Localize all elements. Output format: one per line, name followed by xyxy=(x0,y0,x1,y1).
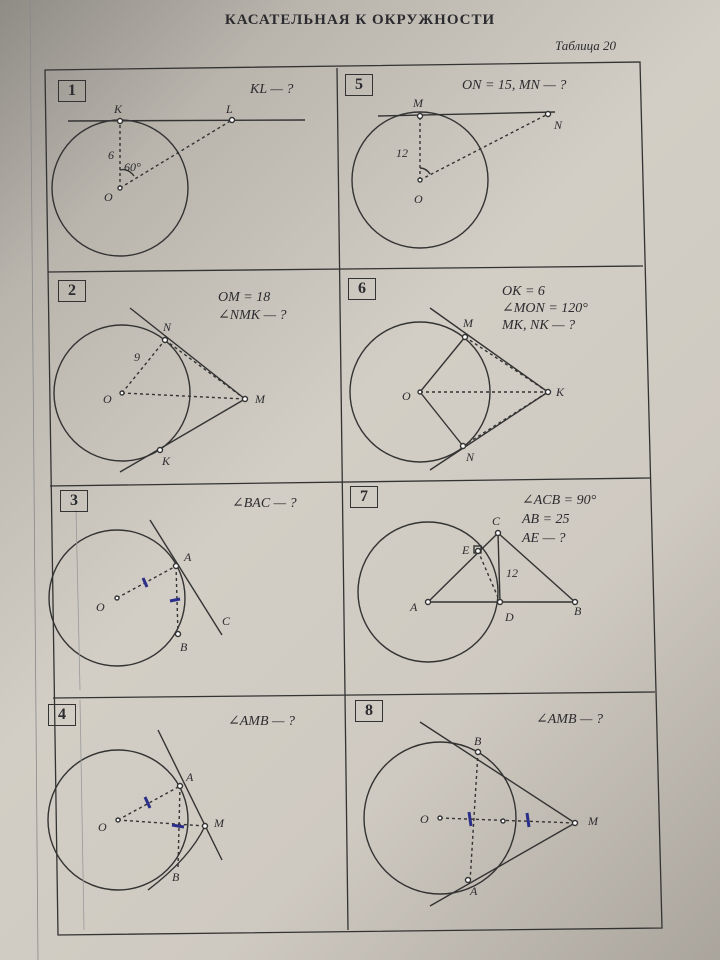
point-label: M xyxy=(413,96,423,110)
problem-6-question-line3: MK, NK — ? xyxy=(502,318,576,333)
point-label: A xyxy=(186,770,194,784)
point-label: O xyxy=(98,820,107,834)
problem-4-drawing xyxy=(48,700,222,930)
point-label: C xyxy=(222,614,231,628)
problem-5-question: ON = 15, MN — ? xyxy=(462,78,567,93)
length-label: 12 xyxy=(506,566,518,580)
problem-3-drawing xyxy=(49,510,222,690)
point-label: K xyxy=(556,385,565,399)
point-label: M xyxy=(463,316,473,330)
point-label: B xyxy=(172,870,180,884)
point-label: D xyxy=(505,610,514,624)
point-label: A xyxy=(470,884,478,898)
point-label: O xyxy=(420,812,429,826)
problem-1-number: 1 xyxy=(58,80,86,102)
problem-8-drawing xyxy=(364,722,578,906)
problem-6-number: 6 xyxy=(348,278,376,300)
length-label: 6 xyxy=(108,148,114,162)
point-label: E xyxy=(462,543,470,557)
point-label: O xyxy=(414,192,423,206)
problem-7-question-line3: AE — ? xyxy=(522,531,566,546)
point-label: A xyxy=(410,600,418,614)
point-label: O xyxy=(103,392,112,406)
point-label: O xyxy=(96,600,105,614)
problem-2-drawing xyxy=(54,308,248,472)
point-label: O xyxy=(104,190,113,204)
problem-3-question: ∠BAC — ? xyxy=(232,496,297,511)
problem-1-drawing xyxy=(52,118,305,257)
grid-row-line xyxy=(48,266,643,272)
point-label: N xyxy=(554,118,563,132)
angle-label: 60° xyxy=(124,160,141,174)
point-label: L xyxy=(226,102,233,116)
problem-5-drawing xyxy=(352,112,555,249)
problem-8-number: 8 xyxy=(355,700,383,722)
point-label: N xyxy=(163,320,172,334)
point-label: B xyxy=(474,734,482,748)
point-label: B xyxy=(180,640,188,654)
problem-7-question-line1: ∠ACB = 90° xyxy=(522,493,597,508)
point-label: B xyxy=(574,604,582,618)
point-label: M xyxy=(214,816,224,830)
problem-2-question-line1: OM = 18 xyxy=(218,290,271,305)
problem-6-question-line1: OK = 6 xyxy=(502,284,545,299)
point-label: A xyxy=(184,550,192,564)
table-number: Таблица 20 xyxy=(555,38,617,53)
grid-row-line xyxy=(50,478,650,486)
point-label: M xyxy=(588,814,598,828)
point-label: K xyxy=(114,102,123,116)
page-title: КАСАТЕЛЬНАЯ К ОКРУЖНОСТИ xyxy=(224,12,496,28)
grid-row-line xyxy=(53,692,655,698)
problem-8-question: ∠AMB — ? xyxy=(536,712,603,727)
problem-7-question-line2: AB = 25 xyxy=(522,512,570,527)
problem-2-number: 2 xyxy=(58,280,86,302)
problem-4-question: ∠AMB — ? xyxy=(228,714,295,729)
point-label: M xyxy=(255,392,265,406)
problem-4-number: 4 xyxy=(48,704,76,726)
grid-vertical-divider xyxy=(337,68,348,930)
point-label: C xyxy=(492,514,501,528)
point-label: O xyxy=(402,389,411,403)
problem-2-question-line2: ∠NMK — ? xyxy=(218,308,287,323)
problem-6-question-line2: ∠MON = 120° xyxy=(502,301,588,316)
point-label: K xyxy=(162,454,171,468)
length-label: 9 xyxy=(134,350,140,364)
problem-5-number: 5 xyxy=(345,74,373,96)
problem-7-number: 7 xyxy=(350,486,378,508)
point-label: N xyxy=(466,450,475,464)
problem-1-question: KL — ? xyxy=(250,82,294,97)
problem-3-number: 3 xyxy=(60,490,88,512)
length-label: 12 xyxy=(396,146,408,160)
